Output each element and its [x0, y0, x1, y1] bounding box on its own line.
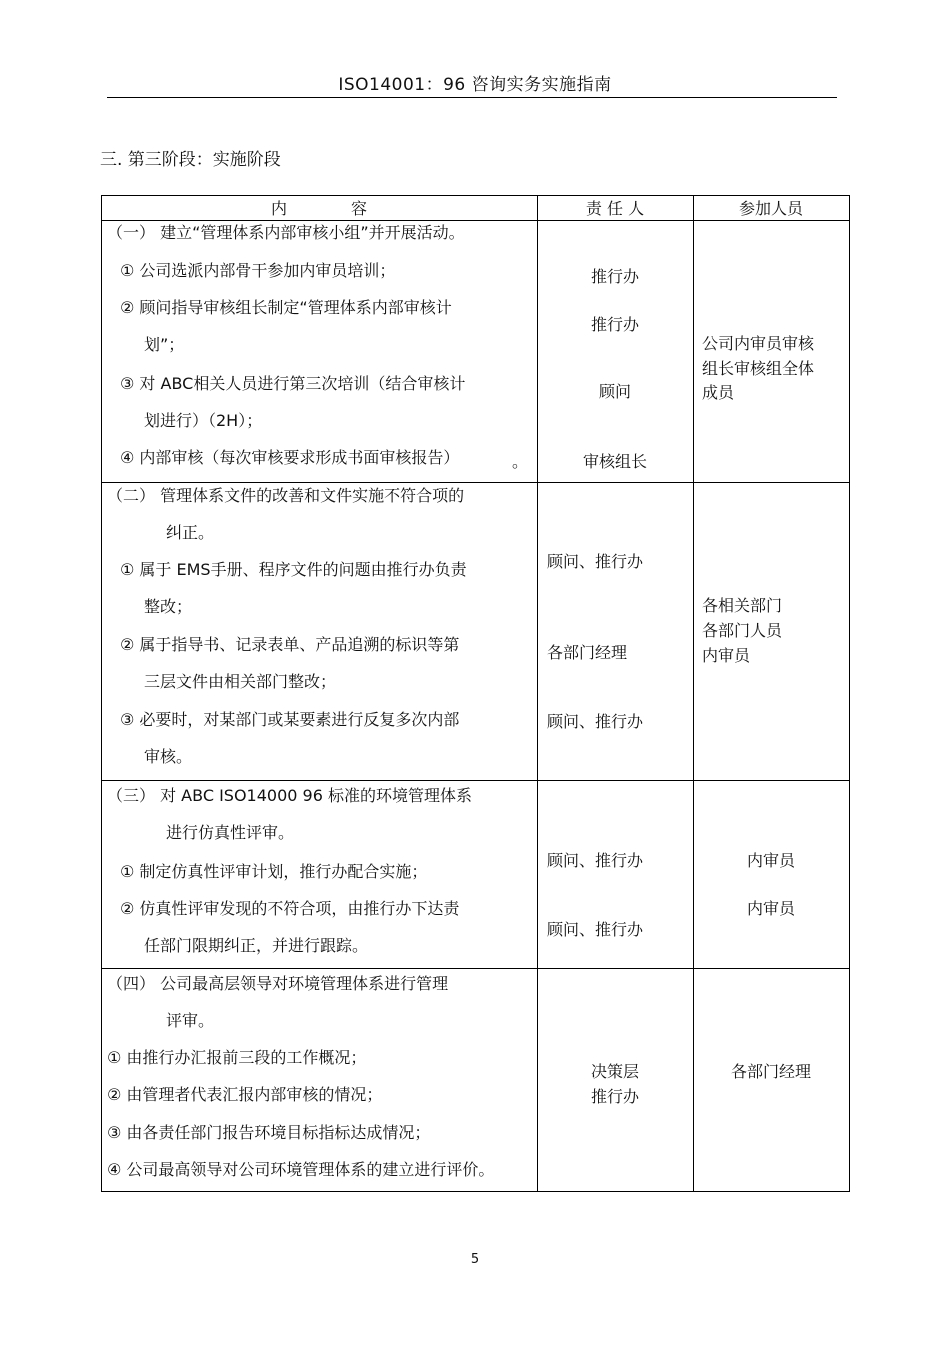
row-3-participants: 内审员 [746, 851, 795, 870]
row-4-item: ③ 由各责任部门报告环境目标指标达成情况； [107, 1123, 431, 1142]
table-border-bottom [101, 1191, 850, 1192]
row-2-participants: 各部门人员 [702, 621, 783, 640]
row-1-responsible: 顾问 [598, 382, 631, 401]
row-2-participants: 各相关部门 [702, 596, 783, 615]
row-3-item: ① 制定仿真性评审计划，推行办配合实施； [120, 862, 428, 881]
row-1-responsible: 推行办 [590, 267, 639, 286]
row-2-title: （二） 管理体系文件的改善和文件实施不符合项的 [107, 486, 465, 505]
row-2-item-continued: 整改； [144, 597, 193, 616]
row-4-responsible: 决策层 [590, 1062, 639, 1081]
row-1-participants: 成员 [702, 383, 735, 402]
table-border-left [101, 195, 102, 1191]
page-header-title: ISO14001：96 咨询实务实施指南 [338, 75, 612, 95]
row-1-item: ② 顾问指导审核组长制定“管理体系内部审核计 [120, 298, 452, 317]
table-border-right [849, 195, 850, 1191]
row-3-title: （三） 对 ABC ISO14000 96 标准的环境管理体系 [107, 786, 472, 805]
row-1-participants: 组长审核组全体 [702, 359, 815, 378]
row-2-participants: 内审员 [702, 646, 751, 665]
row-1-trailing-period: 。 [512, 452, 529, 471]
table-row-divider [101, 780, 850, 781]
row-2-item: ② 属于指导书、记录表单、产品追溯的标识等第 [120, 635, 460, 654]
table-column-divider [693, 195, 694, 1191]
row-2-item: ① 属于 EMS手册、程序文件的问题由推行办负责 [120, 560, 467, 579]
row-3-item: ② 仿真性评审发现的不符合项，由推行办下达责 [120, 899, 460, 918]
column-header-responsible: 责 任 人 [585, 199, 645, 218]
row-4-item: ④ 公司最高领导对公司环境管理体系的建立进行评价。 [107, 1160, 495, 1179]
table-row-divider [101, 968, 850, 969]
header-rule [107, 97, 837, 98]
row-3-participants: 内审员 [746, 899, 795, 918]
row-2-responsible: 各部门经理 [547, 643, 628, 662]
column-header-participants: 参加人员 [738, 199, 803, 218]
row-1-item: ④ 内部审核（每次审核要求形成书面审核报告） [120, 448, 460, 467]
row-2-item-continued: 审核。 [144, 747, 193, 766]
row-1-item: ③ 对 ABC相关人员进行第三次培训（结合审核计 [120, 374, 466, 393]
row-1-responsible: 审核组长 [582, 452, 647, 471]
section-title: 三. 第三阶段：实施阶段 [100, 150, 281, 170]
row-1-responsible: 推行办 [590, 315, 639, 334]
table-column-divider [537, 195, 538, 1191]
row-2-responsible: 顾问、推行办 [547, 552, 644, 571]
row-3-item-continued: 任部门限期纠正，并进行跟踪。 [144, 936, 369, 955]
row-4-item: ② 由管理者代表汇报内部审核的情况； [107, 1085, 383, 1104]
row-3-title-continued: 进行仿真性评审。 [166, 823, 295, 842]
row-4-participants: 各部门经理 [730, 1062, 811, 1081]
row-1-item-continued: 划进行）（2H）； [144, 411, 263, 430]
row-4-responsible: 推行办 [590, 1087, 639, 1106]
column-header-content: 内 容 [270, 199, 367, 218]
row-4-item: ① 由推行办汇报前三段的工作概况； [107, 1048, 367, 1067]
row-1-item-continued: 划”； [144, 335, 185, 354]
row-2-item-continued: 三层文件由相关部门整改； [144, 672, 337, 691]
row-1-participants: 公司内审员审核 [702, 334, 815, 353]
row-1-item: ① 公司选派内部骨干参加内审员培训； [120, 261, 396, 280]
page-number: 5 [470, 1252, 480, 1267]
row-4-title: （四） 公司最高层领导对环境管理体系进行管理 [107, 974, 449, 993]
row-2-title-continued: 纠正。 [166, 523, 215, 542]
row-4-title-continued: 评审。 [166, 1011, 215, 1030]
row-2-responsible: 顾问、推行办 [547, 712, 644, 731]
row-1-title: （一） 建立“管理体系内部审核小组”并开展活动。 [107, 223, 465, 242]
row-2-item: ③ 必要时，对某部门或某要素进行反复多次内部 [120, 710, 460, 729]
row-3-responsible: 顾问、推行办 [547, 920, 644, 939]
row-3-responsible: 顾问、推行办 [547, 851, 644, 870]
